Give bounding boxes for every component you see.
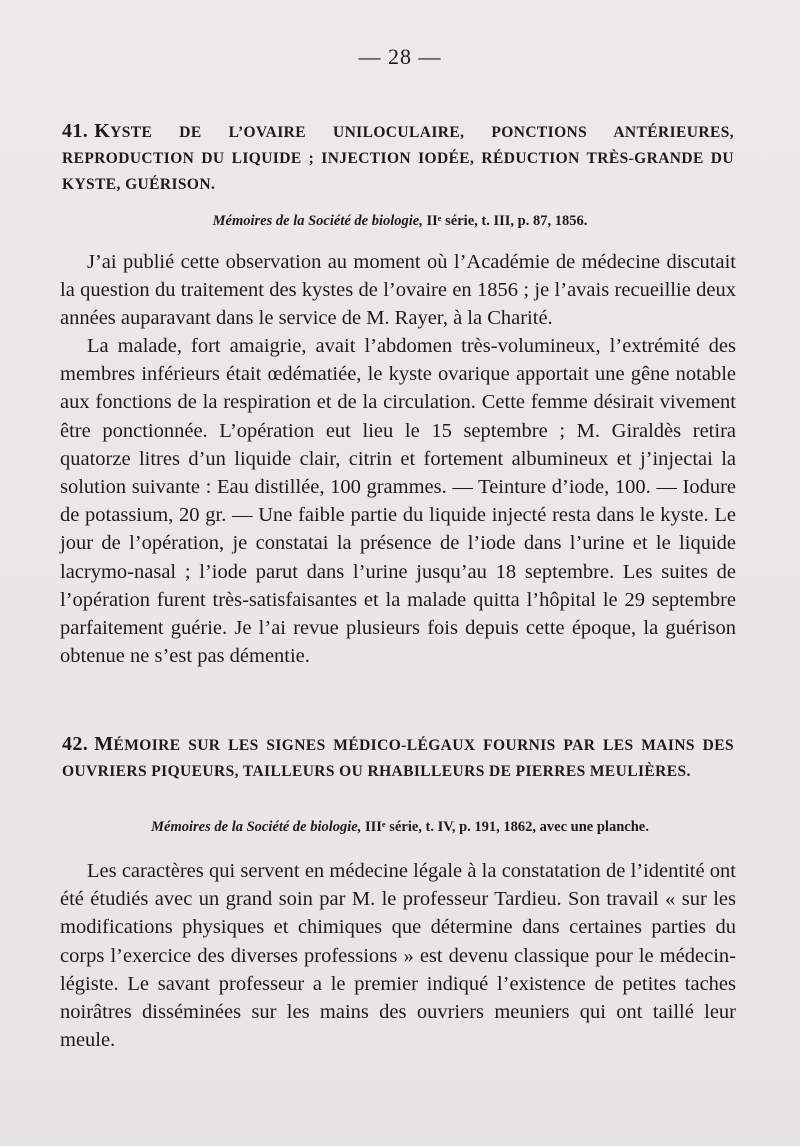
section-number: 41. — [62, 120, 89, 142]
citation-details: IIᵉ série, t. III, p. 87, 1856. — [422, 213, 588, 229]
section-number: 42. — [62, 733, 89, 755]
section-41-paragraph-2: La malade, fort amaigrie, avait l’abdomen très-volumineux, l’extrémité des membres inférieurs était œdématiée, le kyste ovarique apportait une gêne notable aux fonctions de la respiration et de la circulation. Cette femme désirait vivement être ponctionnée. L’opération eut lieu le 15 septembre ; M. Giraldès retira quatorze litres d’un liquide clair, citrin et fortement albumineux et j’injectai la solution suivante : Eau distillée, 100 grammes. — Teinture d’iode, 100. — Iodure de potassium, 20 gr. — Une faible partie du liquide injecté resta dans le kyste. Le jour de l’opération, je constatai la présence de l’iode dans l’urine et le liquide lacrymo-nasal ; l’iode parut dans l’urine jusqu’au 18 septembre. Les suites de l’opération furent très-satisfaisantes et la malade quitta l’hôpital le 29 septembre parfaitement guérie. Je l’ai revue plusieurs fois depuis cette époque, la guérison obtenue ne s’est pas démentie. — [60, 335, 736, 668]
section-42-heading — [62, 731, 734, 785]
section-41-citation — [0, 213, 800, 230]
section-title-initial: M — [94, 733, 114, 755]
section-41-heading — [62, 118, 734, 198]
section-title-initial: K — [94, 120, 111, 142]
section-42-paragraph-1: Les caractères qui servent en médecine légale à la constatation de l’identité ont été étudiés avec un grand soin par M. le professeur Tardieu. Son travail « sur les modifications physiques et chimiques que détermine dans certaines parties du corps l’exercice des diverses professions » est devenu classique pour le médecin-légiste. Le savant professeur a le premier indiqué l’existence de petites taches noirâtres disséminées sur les mains des ouvriers meuniers qui ont taillé leur meule. — [60, 860, 736, 1052]
citation-source: Mémoires de la Société de biologie, — [212, 213, 423, 229]
section-title: YSTE DE L’OVAIRE UNILOCULAIRE, PONCTIONS ANTÉRIEURES, REPRODUCTION DU LIQUIDE ; INJECTION IODÉE, RÉDUCTION TRÈS-GRANDE DU KYSTE, GUÉRISON. — [62, 124, 734, 193]
citation-details: IIIᵉ série, t. IV, p. 191, 1862, avec une planche. — [361, 819, 649, 835]
section-41-paragraph-1: J’ai publié cette observation au moment où l’Académie de médecine discutait la question du traitement des kystes de l’ovaire en 1856 ; je l’avais recueillie deux années auparavant dans le service de M. Rayer, à la Charité. — [60, 251, 736, 330]
page-number: — 28 — — [358, 44, 442, 69]
section-42-citation — [0, 819, 800, 836]
citation-source: Mémoires de la Société de biologie, — [151, 819, 362, 835]
section-title: ÉMOIRE SUR LES SIGNES MÉDICO-LÉGAUX FOURNIS PAR LES MAINS DES OUVRIERS PIQUEURS, TAILLEURS OU RHABILLEURS DE PIERRES MEULIÈRES. — [62, 737, 734, 780]
